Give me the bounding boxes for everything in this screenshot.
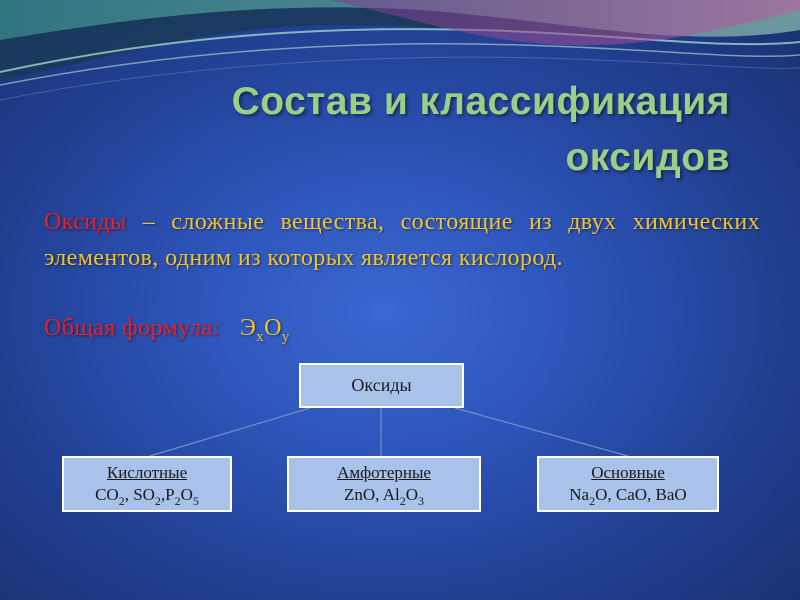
connector-acid [150,408,310,456]
slide-title-line1: Состав и классификация [231,80,730,123]
acidic-label: Кислотные [106,463,188,482]
formula-label: Общая формула: [44,315,220,341]
formula-oxygen: O [264,315,282,341]
amphoteric-oxides-box [287,456,481,512]
definition-text: – сложные вещества, состоящие из двух химических элементов, одним из которых является кислород. [44,209,760,271]
definition-term: Оксиды [44,209,127,235]
oxides-root-box: Оксиды [299,363,464,408]
general-formula [44,315,290,346]
basic-examples: $Na_2O$, CaO, BaO [569,485,687,508]
amphoteric-examples: ZnO, $Al_2O_3$ [343,485,424,508]
formula-subscript-x: x [256,329,265,345]
basic-oxides-box [537,456,719,512]
formula-subscript-y: y [281,329,290,345]
basic-label: Основные [591,463,665,482]
amphoteric-label: Амфотерные [337,463,431,482]
connector-base [455,408,628,456]
definition-paragraph [44,204,760,276]
acidic-oxides-box [62,456,232,512]
acidic-examples: $CO_2$, $SO_2,P_2O_5$ [95,485,199,508]
slide-title-line2: оксидов [565,136,730,179]
formula-element: Э [239,315,257,341]
